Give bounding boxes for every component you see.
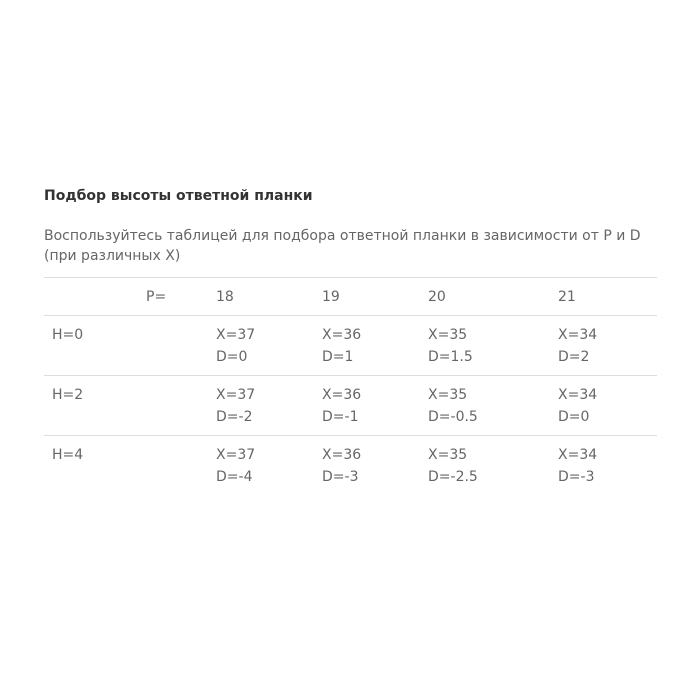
- table-cell: [428, 376, 558, 436]
- row-spacer: [146, 436, 216, 496]
- row-spacer: [146, 316, 216, 376]
- intro-text: Воспользуйтесь таблицей для подбора ответной планки в зависимости от P и D (при различных X): [44, 228, 641, 264]
- table-cell: [216, 436, 322, 496]
- cell-d-value: D=0: [558, 409, 590, 425]
- cell-d-value: D=1.5: [428, 349, 473, 365]
- section-heading: Подбор высоты ответной планки: [44, 188, 313, 204]
- table-row: [44, 376, 657, 436]
- row-label: H=4: [52, 447, 84, 463]
- header-cell-21: 21: [558, 289, 576, 305]
- cell-d-value: D=0: [216, 349, 248, 365]
- article-content: [44, 186, 657, 496]
- table-header-row: [44, 278, 657, 316]
- table-cell: [558, 376, 657, 436]
- cell-x-value: X=34: [558, 327, 598, 343]
- cell-d-value: D=-3: [322, 469, 359, 485]
- cell-x-value: X=37: [216, 447, 256, 463]
- cell-x-value: X=35: [428, 447, 468, 463]
- table-cell: [216, 376, 322, 436]
- cell-x-value: X=36: [322, 447, 362, 463]
- cell-d-value: D=1: [322, 349, 354, 365]
- header-p-label: P=: [146, 289, 167, 305]
- cell-x-value: X=35: [428, 327, 468, 343]
- cell-d-value: D=2: [558, 349, 590, 365]
- table-cell: [558, 436, 657, 496]
- row-label: H=2: [52, 387, 84, 403]
- cell-x-value: X=35: [428, 387, 468, 403]
- table-cell: [322, 376, 428, 436]
- cell-x-value: X=34: [558, 447, 598, 463]
- cell-x-value: X=37: [216, 327, 256, 343]
- cell-x-value: X=36: [322, 327, 362, 343]
- table-cell: [322, 436, 428, 496]
- table-cell: [322, 316, 428, 376]
- cell-x-value: X=36: [322, 387, 362, 403]
- cell-d-value: D=-3: [558, 469, 595, 485]
- cell-d-value: D=-4: [216, 469, 253, 485]
- cell-d-value: D=-2: [216, 409, 253, 425]
- header-cell-18: 18: [216, 289, 234, 305]
- table-cell: [216, 316, 322, 376]
- table-cell: [428, 436, 558, 496]
- header-cell-20: 20: [428, 289, 446, 305]
- table-row: [44, 436, 657, 496]
- header-row-label: [44, 278, 146, 316]
- table-cell: [428, 316, 558, 376]
- cell-d-value: D=-0.5: [428, 409, 478, 425]
- table-cell: [558, 316, 657, 376]
- cell-d-value: D=-1: [322, 409, 359, 425]
- row-spacer: [146, 376, 216, 436]
- cell-x-value: X=37: [216, 387, 256, 403]
- shim-table: [44, 277, 657, 496]
- cell-x-value: X=34: [558, 387, 598, 403]
- cell-d-value: D=-2.5: [428, 469, 478, 485]
- row-label: H=0: [52, 327, 84, 343]
- header-cell-19: 19: [322, 289, 340, 305]
- table-row: [44, 316, 657, 376]
